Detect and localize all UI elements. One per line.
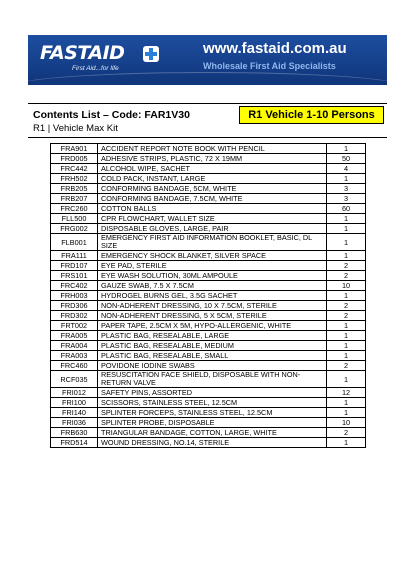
item-code: FRB207 (51, 194, 98, 204)
item-quantity: 1 (327, 174, 366, 184)
item-description: SPLINTER FORCEPS, STAINLESS STEEL, 12.5CM (98, 408, 327, 418)
item-code: FRI012 (51, 388, 98, 398)
item-quantity: 2 (327, 361, 366, 371)
header-banner (28, 35, 387, 85)
table-row (51, 184, 366, 194)
table-row (51, 301, 366, 311)
item-code: FRD107 (51, 261, 98, 271)
item-description: CONFORMING BANDAGE, 7.5CM, WHITE (98, 194, 327, 204)
item-description: HYDROGEL BURNS GEL, 3.5G SACHET (98, 291, 327, 301)
fastaid-logo (40, 41, 180, 81)
item-description: ALCOHOL WIPE, SACHET (98, 164, 327, 174)
item-description: CONFORMING BANDAGE, 5CM, WHITE (98, 184, 327, 194)
item-quantity: 2 (327, 271, 366, 281)
item-quantity: 1 (327, 224, 366, 234)
item-code: FRT002 (51, 321, 98, 331)
item-quantity: 4 (327, 164, 366, 174)
kit-name: R1 | Vehicle Max Kit (33, 123, 118, 134)
table-row (51, 351, 366, 361)
item-description: COLD PACK, INSTANT, LARGE (98, 174, 327, 184)
item-quantity: 1 (327, 331, 366, 341)
item-code: FRG002 (51, 224, 98, 234)
item-quantity: 50 (327, 154, 366, 164)
table-row (51, 261, 366, 271)
table-row (51, 164, 366, 174)
item-code: FRB205 (51, 184, 98, 194)
item-code: FRA003 (51, 351, 98, 361)
item-code: FRH502 (51, 174, 98, 184)
table-row (51, 291, 366, 301)
table-row (51, 341, 366, 351)
item-quantity: 1 (327, 251, 366, 261)
table-row (51, 174, 366, 184)
item-code: FRA004 (51, 341, 98, 351)
item-quantity: 2 (327, 311, 366, 321)
item-code: FRC442 (51, 164, 98, 174)
table-row (51, 251, 366, 261)
first-aid-cross-icon (143, 46, 159, 62)
item-description: EMERGENCY FIRST AID INFORMATION BOOKLET, BASIC, DL SIZE (98, 234, 327, 251)
table-row (51, 271, 366, 281)
contents-table-body (51, 144, 366, 448)
section-divider (28, 137, 387, 138)
item-quantity: 1 (327, 438, 366, 448)
item-quantity: 1 (327, 144, 366, 154)
item-description: TRIANGULAR BANDAGE, COTTON, LARGE, WHITE (98, 428, 327, 438)
website-address: www.fastaid.com.au (203, 40, 347, 57)
contents-table (50, 143, 366, 448)
item-code: FRI100 (51, 398, 98, 408)
item-quantity: 1 (327, 321, 366, 331)
item-quantity: 3 (327, 184, 366, 194)
table-row (51, 438, 366, 448)
item-quantity: 1 (327, 214, 366, 224)
item-quantity: 1 (327, 351, 366, 361)
document-title: Contents List – Code: FAR1V30 (33, 109, 190, 121)
table-row (51, 418, 366, 428)
item-code: FRC260 (51, 204, 98, 214)
item-description: PLASTIC BAG, RESEALABLE, LARGE (98, 331, 327, 341)
item-code: FRD306 (51, 301, 98, 311)
item-description: RESUSCITATION FACE SHIELD, DISPOSABLE WITH NON-RETURN VALVE (98, 371, 327, 388)
table-row (51, 311, 366, 321)
table-row (51, 371, 366, 388)
table-row (51, 408, 366, 418)
item-code: FRA005 (51, 331, 98, 341)
item-code: FRC460 (51, 361, 98, 371)
table-row (51, 361, 366, 371)
table-row (51, 194, 366, 204)
item-code: FRH003 (51, 291, 98, 301)
item-code: FRB630 (51, 428, 98, 438)
banner-subtitle: Wholesale First Aid Specialists (203, 61, 336, 71)
item-description: ADHESIVE STRIPS, PLASTIC, 72 X 19MM (98, 154, 327, 164)
item-code: FRA901 (51, 144, 98, 154)
top-divider (28, 103, 387, 104)
item-code: FLL500 (51, 214, 98, 224)
table-row (51, 398, 366, 408)
item-description: PLASTIC BAG, RESEALABLE, SMALL (98, 351, 327, 361)
item-description: EYE PAD, STERILE (98, 261, 327, 271)
item-code: FRD302 (51, 311, 98, 321)
item-quantity: 2 (327, 428, 366, 438)
table-row (51, 144, 366, 154)
item-description: NON-ADHERENT DRESSING, 10 X 7.5CM, STERILE (98, 301, 327, 311)
item-code: RCF035 (51, 371, 98, 388)
table-row (51, 204, 366, 214)
item-code: FRC402 (51, 281, 98, 291)
item-description: CPR FLOWCHART, WALLET SIZE (98, 214, 327, 224)
table-row (51, 224, 366, 234)
item-quantity: 60 (327, 204, 366, 214)
item-description: DISPOSABLE GLOVES, LARGE, PAIR (98, 224, 327, 234)
item-description: WOUND DRESSING, NO.14, STERILE (98, 438, 327, 448)
item-quantity: 3 (327, 194, 366, 204)
table-row (51, 321, 366, 331)
item-quantity: 1 (327, 291, 366, 301)
logo-text: FASTAID (40, 42, 125, 64)
item-quantity: 10 (327, 418, 366, 428)
logo-tagline: First Aid...for life (72, 65, 119, 72)
item-description: SPLINTER PROBE, DISPOSABLE (98, 418, 327, 428)
item-code: FLB001 (51, 234, 98, 251)
item-quantity: 1 (327, 408, 366, 418)
table-row (51, 428, 366, 438)
item-quantity: 2 (327, 261, 366, 271)
item-description: EYE WASH SOLUTION, 30ML AMPOULE (98, 271, 327, 281)
item-quantity: 2 (327, 301, 366, 311)
item-code: FRS101 (51, 271, 98, 281)
item-code: FRI036 (51, 418, 98, 428)
table-row (51, 331, 366, 341)
persons-badge: R1 Vehicle 1-10 Persons (239, 106, 384, 124)
item-quantity: 1 (327, 234, 366, 251)
item-description: EMERGENCY SHOCK BLANKET, SILVER SPACE (98, 251, 327, 261)
item-quantity: 1 (327, 398, 366, 408)
item-code: FRA111 (51, 251, 98, 261)
item-quantity: 12 (327, 388, 366, 398)
item-description: NON-ADHERENT DRESSING, 5 X 5CM, STERILE (98, 311, 327, 321)
table-row (51, 234, 366, 251)
table-row (51, 154, 366, 164)
item-description: PAPER TAPE, 2.5CM X 5M, HYPO-ALLERGENIC, WHITE (98, 321, 327, 331)
item-description: PLASTIC BAG, RESEALABLE, MEDIUM (98, 341, 327, 351)
item-description: POVIDONE IODINE SWABS (98, 361, 327, 371)
item-quantity: 1 (327, 341, 366, 351)
item-quantity: 1 (327, 371, 366, 388)
item-code: FRD514 (51, 438, 98, 448)
table-row (51, 281, 366, 291)
item-code: FRI140 (51, 408, 98, 418)
item-code: FRD005 (51, 154, 98, 164)
item-quantity: 10 (327, 281, 366, 291)
item-description: ACCIDENT REPORT NOTE BOOK WITH PENCIL (98, 144, 327, 154)
item-description: SAFETY PINS, ASSORTED (98, 388, 327, 398)
item-description: COTTON BALLS (98, 204, 327, 214)
table-row (51, 214, 366, 224)
table-row (51, 388, 366, 398)
item-description: GAUZE SWAB, 7.5 X 7.5CM (98, 281, 327, 291)
item-description: SCISSORS, STAINLESS STEEL, 12.5CM (98, 398, 327, 408)
